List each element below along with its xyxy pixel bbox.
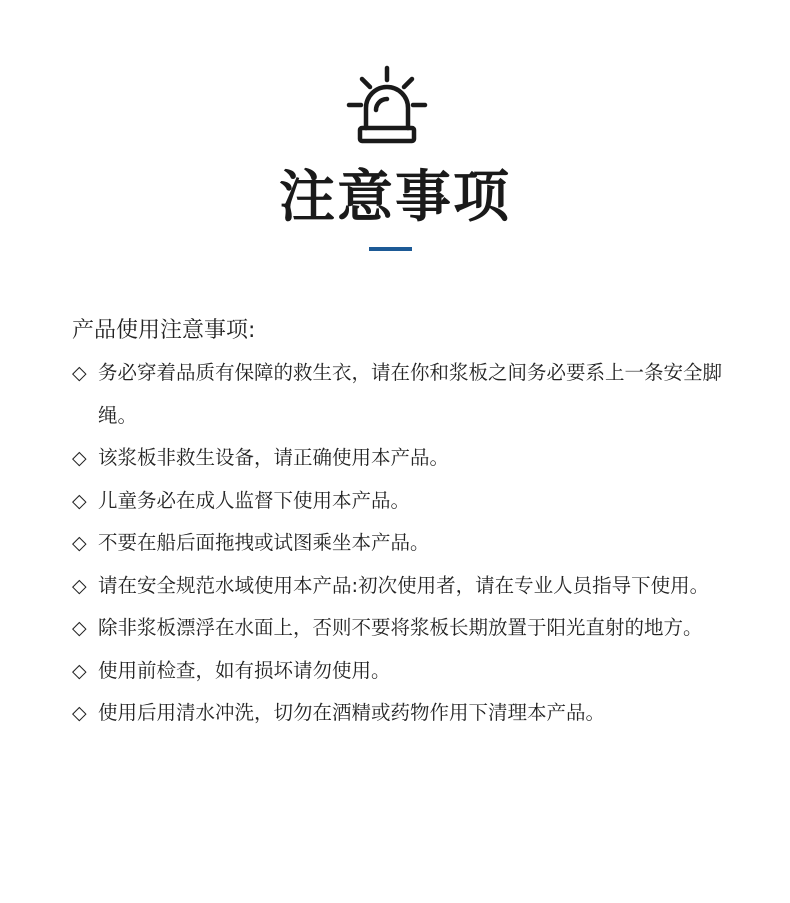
alarm-light-icon: [343, 64, 431, 148]
title-underline: [369, 247, 412, 251]
diamond-bullet-icon: ◇: [72, 659, 87, 682]
diamond-bullet-icon: ◇: [72, 362, 87, 384]
notes-section: [72, 312, 722, 735]
diamond-bullet-icon: ◇: [72, 489, 87, 512]
notes-heading: 产品使用注意事项:: [72, 318, 256, 343]
note-item: [72, 480, 722, 523]
diamond-bullet-icon: ◇: [72, 617, 87, 639]
note-text: 不要在船后面拖拽或试图乘坐本产品。: [98, 531, 430, 554]
note-item: [72, 352, 722, 437]
note-item: [72, 437, 722, 480]
note-text: 请在安全规范水域使用本产品:初次使用者，请在专业人员指导下使用。: [98, 573, 710, 597]
note-item: [72, 565, 722, 608]
diamond-bullet-icon: ◇: [72, 532, 87, 554]
note-text: 儿童务必在成人监督下使用本产品。: [98, 488, 411, 512]
diamond-bullet-icon: ◇: [72, 702, 87, 724]
note-item: [72, 607, 722, 650]
note-item: [72, 522, 722, 565]
header: [0, 0, 790, 270]
note-text: 务必穿着品质有保障的救生衣，请在你和浆板之间务必要系上一条安全脚绳。: [98, 361, 723, 427]
note-text: 使用后用清水冲洗，切勿在酒精或药物作用下清理本产品。: [98, 701, 606, 724]
note-text: 使用前检查，如有损坏请勿使用。: [98, 658, 391, 682]
note-text: 该浆板非救生设备，请正确使用本产品。: [98, 446, 450, 469]
page-title: 注意事项: [279, 165, 511, 230]
note-item: [72, 692, 722, 735]
note-item: [72, 650, 722, 693]
diamond-bullet-icon: ◇: [72, 574, 87, 597]
diamond-bullet-icon: ◇: [72, 447, 87, 469]
note-text: 除非浆板漂浮在水面上，否则不要将浆板长期放置于阳光直射的地方。: [98, 616, 703, 639]
